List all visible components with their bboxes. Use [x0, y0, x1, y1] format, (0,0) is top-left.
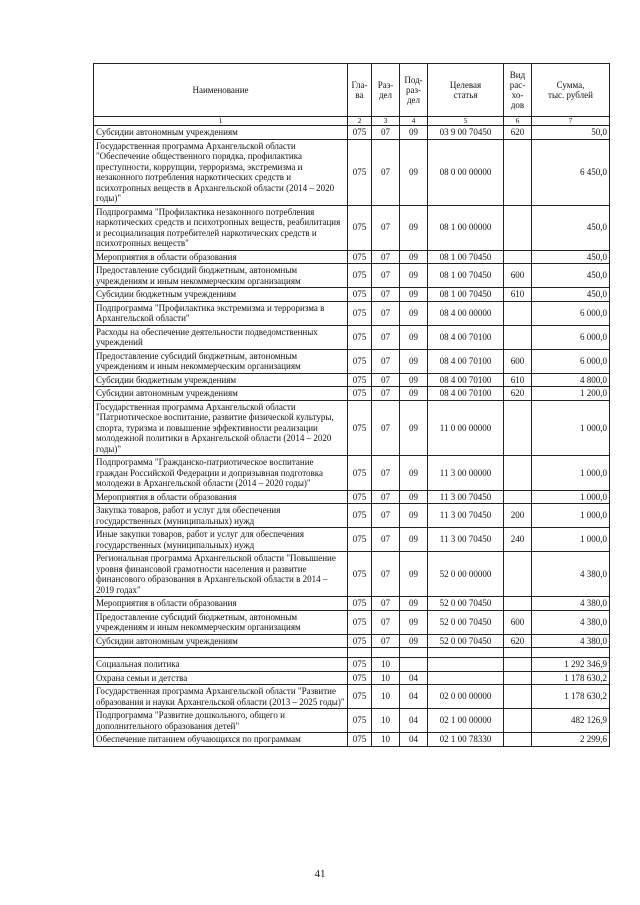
table-row [94, 264, 610, 288]
row-sum: 1 000,0 [532, 490, 610, 504]
row-target: 08 1 00 70450 [428, 250, 504, 264]
row-glava: 075 [348, 126, 372, 140]
table-row [94, 126, 610, 140]
row-vid: 610 [504, 288, 532, 302]
row-podrazdel: 09 [400, 504, 428, 528]
row-razdel: 07 [372, 349, 400, 373]
row-glava: 075 [348, 528, 372, 552]
empty-cell [532, 648, 610, 658]
row-podrazdel: 04 [400, 709, 428, 733]
header-sum: Сумма, тыс. рублей [532, 64, 610, 117]
table-row [94, 325, 610, 349]
blank-row [94, 648, 610, 658]
row-podrazdel: 09 [400, 373, 428, 387]
row-name: Подпрограмма "Профилактика экстремизма и терроризма в Архангельской области" [94, 301, 348, 325]
row-sum: 1 000,0 [532, 400, 610, 456]
row-target: 02 1 00 78330 [428, 733, 504, 747]
table-body [94, 126, 610, 747]
row-target: 02 0 00 00000 [428, 685, 504, 709]
row-name: Социальная политика [94, 658, 348, 672]
row-name: Подпрограмма "Профилактика незаконного потребления наркотических средств и психотропных веществ, реабилитация и ресоциализация потребителей наркотических средств и психотропных веществ" [94, 205, 348, 250]
row-vid: 620 [504, 387, 532, 401]
row-sum: 4 380,0 [532, 597, 610, 611]
row-target: 08 4 00 70100 [428, 325, 504, 349]
table-row [94, 685, 610, 709]
row-sum: 1 000,0 [532, 504, 610, 528]
row-razdel: 07 [372, 400, 400, 456]
row-target: 08 1 00 00000 [428, 205, 504, 250]
row-name: Государственная программа Архангельской области "Развитие образования и науки Архангельской области (2013 – 2025 годы)" [94, 685, 348, 709]
row-vid [504, 685, 532, 709]
row-razdel: 10 [372, 658, 400, 672]
table-row [94, 288, 610, 302]
row-target: 08 4 00 00000 [428, 301, 504, 325]
row-glava: 075 [348, 634, 372, 648]
row-glava: 075 [348, 456, 372, 491]
row-glava: 075 [348, 552, 372, 597]
row-glava: 075 [348, 349, 372, 373]
row-podrazdel: 04 [400, 685, 428, 709]
row-sum: 6 450,0 [532, 139, 610, 205]
table-row [94, 597, 610, 611]
row-name: Региональная программа Архангельской области "Повышение уровня финансовой грамотности населения и развитие финансового образования в Архангельской области в 2014 – 2019 годах" [94, 552, 348, 597]
table-row [94, 387, 610, 401]
row-razdel: 07 [372, 264, 400, 288]
row-sum: 1 000,0 [532, 528, 610, 552]
row-podrazdel: 04 [400, 671, 428, 685]
row-sum: 1 178 630,2 [532, 671, 610, 685]
row-razdel: 07 [372, 387, 400, 401]
row-name: Мероприятия в области образования [94, 250, 348, 264]
row-glava: 075 [348, 387, 372, 401]
row-name: Закупка товаров, работ и услуг для обеспечения государственных (муниципальных) нужд [94, 504, 348, 528]
table-row [94, 552, 610, 597]
row-target: 08 4 00 70100 [428, 387, 504, 401]
table-header-row [94, 64, 610, 117]
table-row [94, 139, 610, 205]
table-row [94, 490, 610, 504]
row-razdel: 10 [372, 685, 400, 709]
row-target: 11 0 00 00000 [428, 400, 504, 456]
row-target: 02 1 00 00000 [428, 709, 504, 733]
row-sum: 482 126,9 [532, 709, 610, 733]
row-sum: 1 178 630,2 [532, 685, 610, 709]
row-razdel: 07 [372, 610, 400, 634]
row-podrazdel: 09 [400, 325, 428, 349]
row-vid [504, 552, 532, 597]
row-name: Субсидии бюджетным учреждениям [94, 288, 348, 302]
row-name: Подпрограмма "Гражданско-патриотическое воспитание граждан Российской Федерации и допризывная подготовка молодежи в Архангельской области (2014 – 2020 годы)" [94, 456, 348, 491]
row-name: Субсидии автономным учреждениям [94, 126, 348, 140]
row-vid [504, 456, 532, 491]
row-sum: 50,0 [532, 126, 610, 140]
row-sum: 1 000,0 [532, 456, 610, 491]
row-razdel: 07 [372, 634, 400, 648]
row-glava: 075 [348, 264, 372, 288]
row-target: 08 1 00 70450 [428, 264, 504, 288]
table-row [94, 301, 610, 325]
row-podrazdel: 09 [400, 634, 428, 648]
row-podrazdel: 09 [400, 205, 428, 250]
table-row [94, 400, 610, 456]
row-podrazdel: 09 [400, 387, 428, 401]
row-razdel: 07 [372, 456, 400, 491]
row-name: Подпрограмма "Развитие дошкольного, общего и дополнительного образования детей" [94, 709, 348, 733]
column-number: 5 [428, 117, 504, 126]
row-razdel: 07 [372, 288, 400, 302]
row-vid [504, 658, 532, 672]
row-name: Предоставление субсидий бюджетным, автономным учреждениям и иным некоммерческим организациям [94, 349, 348, 373]
row-glava: 075 [348, 490, 372, 504]
column-number: 2 [348, 117, 372, 126]
row-glava: 075 [348, 610, 372, 634]
column-number: 1 [94, 117, 348, 126]
row-target: 08 4 00 70100 [428, 349, 504, 373]
row-vid: 200 [504, 504, 532, 528]
table-row [94, 709, 610, 733]
row-razdel: 07 [372, 126, 400, 140]
table-row [94, 373, 610, 387]
row-razdel: 10 [372, 709, 400, 733]
table-row [94, 671, 610, 685]
row-vid: 600 [504, 610, 532, 634]
table-row [94, 349, 610, 373]
row-glava: 075 [348, 301, 372, 325]
row-razdel: 07 [372, 597, 400, 611]
row-vid [504, 301, 532, 325]
table-row [94, 205, 610, 250]
row-vid [504, 733, 532, 747]
empty-cell [400, 648, 428, 658]
row-target: 08 0 00 00000 [428, 139, 504, 205]
table-row [94, 610, 610, 634]
row-razdel: 07 [372, 301, 400, 325]
row-vid: 610 [504, 373, 532, 387]
row-podrazdel: 04 [400, 733, 428, 747]
row-razdel: 10 [372, 733, 400, 747]
row-target: 08 1 00 70450 [428, 288, 504, 302]
row-glava: 075 [348, 250, 372, 264]
row-target [428, 658, 504, 672]
budget-table [93, 63, 610, 747]
row-glava: 075 [348, 205, 372, 250]
row-razdel: 07 [372, 139, 400, 205]
row-sum: 6 000,0 [532, 301, 610, 325]
empty-cell [428, 648, 504, 658]
row-vid: 620 [504, 126, 532, 140]
row-glava: 075 [348, 504, 372, 528]
row-vid [504, 597, 532, 611]
table-row [94, 456, 610, 491]
empty-cell [504, 648, 532, 658]
column-number: 4 [400, 117, 428, 126]
column-number-row [94, 117, 610, 126]
header-vid: Вид рас- хо- дов [504, 64, 532, 117]
row-glava: 075 [348, 325, 372, 349]
row-sum: 4 380,0 [532, 634, 610, 648]
row-name: Охрана семьи и детства [94, 671, 348, 685]
header-glava: Гла- ва [348, 64, 372, 117]
row-target [428, 671, 504, 685]
table-row [94, 528, 610, 552]
row-sum: 4 380,0 [532, 610, 610, 634]
row-vid [504, 400, 532, 456]
row-target: 11 3 00 70450 [428, 504, 504, 528]
page-number: 41 [314, 868, 326, 880]
row-target: 52 0 00 70450 [428, 597, 504, 611]
row-sum: 450,0 [532, 205, 610, 250]
row-vid [504, 709, 532, 733]
row-vid [504, 325, 532, 349]
row-target: 03 9 00 70450 [428, 126, 504, 140]
row-glava: 075 [348, 671, 372, 685]
row-podrazdel: 09 [400, 552, 428, 597]
row-podrazdel: 09 [400, 400, 428, 456]
row-glava: 075 [348, 685, 372, 709]
empty-cell [348, 648, 372, 658]
row-razdel: 07 [372, 250, 400, 264]
row-vid [504, 671, 532, 685]
row-name: Предоставление субсидий бюджетным, автономным учреждениям и иным некоммерческим организациям [94, 264, 348, 288]
row-sum: 1 292 346,9 [532, 658, 610, 672]
row-vid: 620 [504, 634, 532, 648]
row-sum: 2 299,6 [532, 733, 610, 747]
row-podrazdel [400, 658, 428, 672]
row-podrazdel: 09 [400, 288, 428, 302]
row-glava: 075 [348, 288, 372, 302]
row-podrazdel: 09 [400, 349, 428, 373]
row-podrazdel: 09 [400, 126, 428, 140]
row-glava: 075 [348, 709, 372, 733]
row-razdel: 07 [372, 373, 400, 387]
row-sum: 450,0 [532, 264, 610, 288]
row-name: Мероприятия в области образования [94, 490, 348, 504]
row-razdel: 07 [372, 552, 400, 597]
row-target: 52 0 00 70450 [428, 634, 504, 648]
table-row [94, 658, 610, 672]
row-target: 11 3 00 70450 [428, 528, 504, 552]
row-glava: 075 [348, 373, 372, 387]
row-name: Государственная программа Архангельской области "Патриотическое воспитание, развитие физической культуры, спорта, туризма и повышение эффективности реализации молодежной политики в Архангельской области (2014 – 2020 годы)" [94, 400, 348, 456]
row-podrazdel: 09 [400, 250, 428, 264]
column-number: 7 [532, 117, 610, 126]
row-name: Обеспечение питанием обучающихся по программам [94, 733, 348, 747]
header-name: Наименование [94, 64, 348, 117]
row-vid [504, 205, 532, 250]
row-razdel: 07 [372, 504, 400, 528]
column-number: 6 [504, 117, 532, 126]
column-number: 3 [372, 117, 400, 126]
row-podrazdel: 09 [400, 264, 428, 288]
header-podrazdel: Под- раз- дел [400, 64, 428, 117]
row-vid [504, 250, 532, 264]
row-target: 08 4 00 70100 [428, 373, 504, 387]
row-name: Государственная программа Архангельской области "Обеспечение общественного порядка, профилактика преступности, коррупции, терроризма, экстремизма и незаконного потребления наркотических средств и психотропных веществ в Архангельской области (2014 – 2020 годы)" [94, 139, 348, 205]
row-sum: 1 200,0 [532, 387, 610, 401]
row-name: Субсидии бюджетным учреждениям [94, 373, 348, 387]
row-sum: 6 000,0 [532, 349, 610, 373]
row-sum: 450,0 [532, 288, 610, 302]
row-sum: 4 800,0 [532, 373, 610, 387]
table-row [94, 250, 610, 264]
row-name: Расходы на обеспечение деятельности подведомственных учреждений [94, 325, 348, 349]
row-glava: 075 [348, 658, 372, 672]
row-glava: 075 [348, 597, 372, 611]
table-row [94, 634, 610, 648]
row-razdel: 07 [372, 205, 400, 250]
row-target: 11 3 00 00000 [428, 456, 504, 491]
row-glava: 075 [348, 733, 372, 747]
row-razdel: 07 [372, 528, 400, 552]
row-vid [504, 490, 532, 504]
row-target: 11 3 00 70450 [428, 490, 504, 504]
row-sum: 4 380,0 [532, 552, 610, 597]
row-glava: 075 [348, 400, 372, 456]
empty-cell [372, 648, 400, 658]
row-name: Предоставление субсидий бюджетным, автономным учреждениям и иным некоммерческим организациям [94, 610, 348, 634]
row-vid [504, 139, 532, 205]
row-name: Иные закупки товаров, работ и услуг для обеспечения государственных (муниципальных) нужд [94, 528, 348, 552]
table-row [94, 504, 610, 528]
row-podrazdel: 09 [400, 139, 428, 205]
empty-cell [94, 648, 348, 658]
row-name: Мероприятия в области образования [94, 597, 348, 611]
row-podrazdel: 09 [400, 456, 428, 491]
header-razdel: Раз- дел [372, 64, 400, 117]
table-row [94, 733, 610, 747]
row-name: Субсидии автономным учреждениям [94, 634, 348, 648]
row-razdel: 07 [372, 490, 400, 504]
row-vid: 600 [504, 264, 532, 288]
row-glava: 075 [348, 139, 372, 205]
row-podrazdel: 09 [400, 301, 428, 325]
row-podrazdel: 09 [400, 597, 428, 611]
row-vid: 600 [504, 349, 532, 373]
header-target: Целевая статья [428, 64, 504, 117]
row-podrazdel: 09 [400, 528, 428, 552]
row-razdel: 07 [372, 325, 400, 349]
row-podrazdel: 09 [400, 610, 428, 634]
row-target: 52 0 00 00000 [428, 552, 504, 597]
row-podrazdel: 09 [400, 490, 428, 504]
row-name: Субсидии автономным учреждениям [94, 387, 348, 401]
row-sum: 450,0 [532, 250, 610, 264]
row-target: 52 0 00 70450 [428, 610, 504, 634]
row-sum: 6 000,0 [532, 325, 610, 349]
row-razdel: 10 [372, 671, 400, 685]
row-vid: 240 [504, 528, 532, 552]
